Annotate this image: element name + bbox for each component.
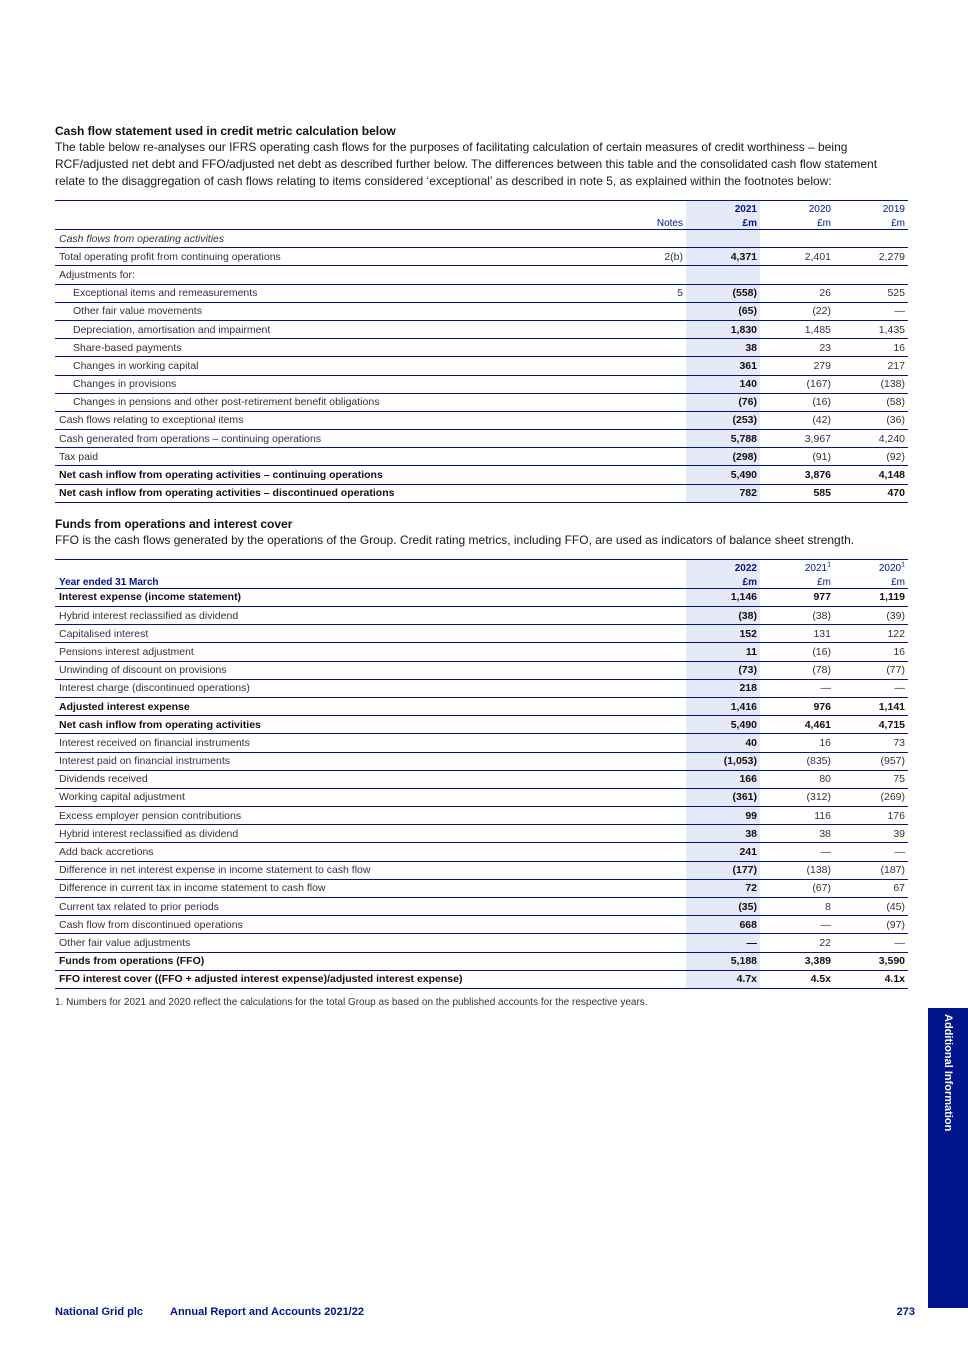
- table-row: [55, 843, 908, 861]
- row-value-prior-2: 67: [834, 879, 908, 897]
- row-notes: [616, 411, 686, 429]
- row-value-prior-1: 8: [760, 898, 834, 916]
- row-value-prior-1: 131: [760, 625, 834, 643]
- row-value-prior-2: (138): [834, 375, 908, 393]
- row-value-prior-2: 3,590: [834, 952, 908, 970]
- row-notes: [616, 266, 686, 284]
- page-number: 273: [896, 1306, 915, 1318]
- row-value-current: 72: [686, 879, 760, 897]
- row-value-current: (38): [686, 607, 760, 625]
- row-value-prior-1: 1,485: [760, 320, 834, 338]
- row-value-current: 668: [686, 916, 760, 934]
- row-value-current: 38: [686, 825, 760, 843]
- row-notes: [616, 320, 686, 338]
- table-row: [55, 466, 908, 484]
- row-label: Changes in pensions and other post-retirement benefit obligations: [55, 393, 616, 411]
- row-notes: [616, 448, 686, 466]
- table-row: [55, 448, 908, 466]
- table-row: [55, 825, 908, 843]
- row-value-prior-2: 4,240: [834, 430, 908, 448]
- row-value-prior-2: (269): [834, 788, 908, 806]
- header-unit-current: £m: [686, 215, 760, 230]
- row-value-prior-1: (22): [760, 302, 834, 320]
- section2-title: Funds from operations and interest cover: [55, 516, 293, 531]
- row-label: Excess employer pension contributions: [55, 807, 686, 825]
- row-label: Exceptional items and remeasurements: [55, 284, 616, 302]
- table-row: [55, 248, 908, 266]
- table-row: [55, 752, 908, 770]
- table-row: [55, 302, 908, 320]
- row-value-prior-1: (38): [760, 607, 834, 625]
- table-row: [55, 266, 908, 284]
- header-year-current: 2021: [686, 201, 760, 216]
- row-value-prior-1: (312): [760, 788, 834, 806]
- row-notes: [616, 339, 686, 357]
- row-label: Working capital adjustment: [55, 788, 686, 806]
- table-row: [55, 861, 908, 879]
- row-value-prior-1: 3,876: [760, 466, 834, 484]
- row-value-current: (558): [686, 284, 760, 302]
- row-label: Hybrid interest reclassified as dividend: [55, 607, 686, 625]
- row-value-prior-2: (97): [834, 916, 908, 934]
- row-value-prior-2: 176: [834, 807, 908, 825]
- row-notes: [616, 484, 686, 502]
- row-value-current: (177): [686, 861, 760, 879]
- table-row: [55, 357, 908, 375]
- row-value-prior-2: 39: [834, 825, 908, 843]
- row-label: Net cash inflow from operating activities – continuing operations: [55, 466, 616, 484]
- table-row: [55, 430, 908, 448]
- ffo-header-unit-current: £m: [686, 574, 760, 589]
- table-row: [55, 661, 908, 679]
- row-value-prior-2: —: [834, 302, 908, 320]
- row-label: FFO interest cover ((FFO + adjusted interest expense)/adjusted interest expense): [55, 970, 686, 988]
- row-value-prior-1: 80: [760, 770, 834, 788]
- table-row: [55, 807, 908, 825]
- table-row: [55, 952, 908, 970]
- table-row: [55, 588, 908, 606]
- row-value-prior-1: 976: [760, 697, 834, 715]
- table-row: [55, 643, 908, 661]
- row-label: Changes in working capital: [55, 357, 616, 375]
- row-label: Capitalised interest: [55, 625, 686, 643]
- row-label: Adjustments for:: [55, 266, 616, 284]
- row-label: Changes in provisions: [55, 375, 616, 393]
- ffo-header-unit-1: £m: [760, 574, 834, 589]
- row-value-current: 1,416: [686, 697, 760, 715]
- row-value-current: 166: [686, 770, 760, 788]
- row-label: Other fair value movements: [55, 302, 616, 320]
- table-row: [55, 788, 908, 806]
- row-notes: [616, 393, 686, 411]
- row-value-prior-1: (167): [760, 375, 834, 393]
- row-value-prior-2: 73: [834, 734, 908, 752]
- row-label: Hybrid interest reclassified as dividend: [55, 825, 686, 843]
- row-value-current: [686, 266, 760, 284]
- row-value-current: (1,053): [686, 752, 760, 770]
- row-label: Depreciation, amortisation and impairment: [55, 320, 616, 338]
- ffo-header-label: Year ended 31 March: [55, 574, 616, 589]
- row-value-prior-2: 4,148: [834, 466, 908, 484]
- row-notes: [616, 430, 686, 448]
- table-row: [55, 607, 908, 625]
- row-value-current: 11: [686, 643, 760, 661]
- row-value-prior-1: (91): [760, 448, 834, 466]
- row-value-prior-2: (187): [834, 861, 908, 879]
- row-notes: [616, 357, 686, 375]
- table-row: [55, 770, 908, 788]
- side-tab: [928, 1008, 968, 1308]
- row-value-current: —: [686, 934, 760, 952]
- row-value-prior-2: —: [834, 679, 908, 697]
- row-value-prior-1: (16): [760, 643, 834, 661]
- row-value-prior-2: (58): [834, 393, 908, 411]
- row-value-prior-2: (957): [834, 752, 908, 770]
- table-row: [55, 375, 908, 393]
- row-value-current: 99: [686, 807, 760, 825]
- table-row: [55, 879, 908, 897]
- row-value-prior-2: 1,119: [834, 588, 908, 606]
- section1-title: Cash flow statement used in credit metric calculation below: [55, 124, 396, 138]
- row-value-current: 38: [686, 339, 760, 357]
- row-value-prior-2: —: [834, 934, 908, 952]
- table-row: [55, 284, 908, 302]
- row-label: Cash flows from operating activities: [55, 230, 616, 248]
- row-label: Cash flow from discontinued operations: [55, 916, 686, 934]
- table-row: [55, 679, 908, 697]
- row-label: Unwinding of discount on provisions: [55, 661, 686, 679]
- footer-report: Annual Report and Accounts 2021/22: [170, 1306, 364, 1318]
- table-row: [55, 339, 908, 357]
- footer-company: National Grid plc: [55, 1306, 144, 1318]
- row-value-prior-1: 2,401: [760, 248, 834, 266]
- ffo-header-year-1: 2021$^1$: [760, 559, 834, 574]
- row-value-prior-2: (36): [834, 411, 908, 429]
- cash-flow-table: [55, 200, 908, 503]
- table-row: [55, 697, 908, 715]
- row-value-current: (253): [686, 411, 760, 429]
- row-value-current: (35): [686, 898, 760, 916]
- row-value-prior-1: 38: [760, 825, 834, 843]
- row-value-prior-1: 3,967: [760, 430, 834, 448]
- row-value-prior-1: 23: [760, 339, 834, 357]
- row-value-prior-1: 3,389: [760, 952, 834, 970]
- table-row: [55, 934, 908, 952]
- table-row: [55, 320, 908, 338]
- row-value-prior-1: (138): [760, 861, 834, 879]
- row-value-prior-2: [834, 266, 908, 284]
- row-label: Interest paid on financial instruments: [55, 752, 686, 770]
- row-label: Adjusted interest expense: [55, 697, 686, 715]
- row-value-prior-2: 525: [834, 284, 908, 302]
- row-value-prior-1: 4.5x: [760, 970, 834, 988]
- header-notes: Notes: [616, 215, 686, 230]
- row-notes: [616, 375, 686, 393]
- row-value-prior-1: (835): [760, 752, 834, 770]
- table-row: [55, 484, 908, 502]
- row-value-current: 782: [686, 484, 760, 502]
- row-value-prior-2: 2,279: [834, 248, 908, 266]
- row-value-prior-1: 16: [760, 734, 834, 752]
- row-notes: [616, 302, 686, 320]
- row-value-prior-1: 585: [760, 484, 834, 502]
- row-value-prior-1: 26: [760, 284, 834, 302]
- row-value-prior-2: —: [834, 843, 908, 861]
- row-value-prior-2: 1,435: [834, 320, 908, 338]
- ffo-header-year-current: 2022: [686, 559, 760, 574]
- row-value-current: (65): [686, 302, 760, 320]
- row-value-prior-2: 1,141: [834, 697, 908, 715]
- row-value-current: 5,490: [686, 716, 760, 734]
- table-row: [55, 898, 908, 916]
- row-value-prior-2: (45): [834, 898, 908, 916]
- table-row: [55, 716, 908, 734]
- table-row: [55, 970, 908, 988]
- ffo-header-unit-2: £m: [834, 574, 908, 589]
- row-value-prior-2: 16: [834, 643, 908, 661]
- row-value-prior-1: 4,461: [760, 716, 834, 734]
- row-value-current: 5,788: [686, 430, 760, 448]
- row-value-prior-2: 75: [834, 770, 908, 788]
- row-value-current: 140: [686, 375, 760, 393]
- row-value-current: 1,830: [686, 320, 760, 338]
- row-label: Interest received on financial instruments: [55, 734, 686, 752]
- row-notes: [616, 230, 686, 248]
- row-value-prior-2: (39): [834, 607, 908, 625]
- row-value-current: (298): [686, 448, 760, 466]
- row-value-prior-1: [760, 230, 834, 248]
- header-year-1: 2020: [760, 201, 834, 216]
- page-content: [55, 124, 908, 1008]
- header-year-2: 2019: [834, 201, 908, 216]
- row-value-prior-1: 279: [760, 357, 834, 375]
- row-value-prior-2: 470: [834, 484, 908, 502]
- row-label: Pensions interest adjustment: [55, 643, 686, 661]
- row-value-current: 4,371: [686, 248, 760, 266]
- row-value-prior-2: 16: [834, 339, 908, 357]
- row-label: Share-based payments: [55, 339, 616, 357]
- row-label: Tax paid: [55, 448, 616, 466]
- row-value-prior-2: 4,715: [834, 716, 908, 734]
- row-label: Interest charge (discontinued operations): [55, 679, 686, 697]
- section1-intro: The table below re-analyses our IFRS operating cash flows for the purposes of facilitating calculation of certain measures of credit worthiness – being RCF/adjusted net debt and FFO/adjusted net debt as described further below. The differences between this table and the consolidated cash flow statement relate to the disaggregation of cash flows relating to items considered ‘exceptional’ as described in note 5, as explained within the footnotes below:: [55, 140, 878, 188]
- row-value-prior-1: —: [760, 679, 834, 697]
- row-value-prior-1: 977: [760, 588, 834, 606]
- row-value-current: 4.7x: [686, 970, 760, 988]
- row-label: Cash generated from operations – continuing operations: [55, 430, 616, 448]
- row-value-prior-1: —: [760, 843, 834, 861]
- row-value-prior-1: (67): [760, 879, 834, 897]
- row-value-prior-2: (77): [834, 661, 908, 679]
- row-label: Net cash inflow from operating activities – discontinued operations: [55, 484, 616, 502]
- row-value-current: 1,146: [686, 588, 760, 606]
- row-value-prior-1: 22: [760, 934, 834, 952]
- row-value-prior-1: (78): [760, 661, 834, 679]
- row-label: Net cash inflow from operating activities: [55, 716, 686, 734]
- side-tab-label: Additional Information: [942, 1014, 954, 1132]
- header-unit-1: £m: [760, 215, 834, 230]
- row-value-prior-2: (92): [834, 448, 908, 466]
- header-unit-2: £m: [834, 215, 908, 230]
- row-value-prior-2: 122: [834, 625, 908, 643]
- footnote: 1. Numbers for 2021 and 2020 reflect the calculations for the total Group as based on the published accounts for the respective years.: [55, 996, 648, 1008]
- row-value-prior-2: 217: [834, 357, 908, 375]
- row-value-prior-1: (42): [760, 411, 834, 429]
- table-row: [55, 411, 908, 429]
- table-row: [55, 393, 908, 411]
- row-value-current: 5,490: [686, 466, 760, 484]
- row-value-prior-1: —: [760, 916, 834, 934]
- row-value-current: 5,188: [686, 952, 760, 970]
- ffo-header-year-2: 2020$^1$: [834, 559, 908, 574]
- row-notes: 5: [616, 284, 686, 302]
- table-row: [55, 230, 908, 248]
- row-notes: 2(b): [616, 248, 686, 266]
- row-label: Difference in current tax in income statement to cash flow: [55, 879, 686, 897]
- section2-intro: FFO is the cash flows generated by the operations of the Group. Credit rating metrics, including FFO, are used as indicators of balance sheet strength.: [55, 532, 855, 547]
- table-row: [55, 916, 908, 934]
- table-row: [55, 625, 908, 643]
- row-value-prior-2: [834, 230, 908, 248]
- row-value-current: 152: [686, 625, 760, 643]
- row-value-current: (73): [686, 661, 760, 679]
- row-notes: [616, 466, 686, 484]
- row-value-current: (361): [686, 788, 760, 806]
- row-value-current: 40: [686, 734, 760, 752]
- ffo-table: [55, 559, 908, 989]
- row-value-prior-1: [760, 266, 834, 284]
- table-row: [55, 734, 908, 752]
- row-value-current: 241: [686, 843, 760, 861]
- row-label: Difference in net interest expense in income statement to cash flow: [55, 861, 686, 879]
- row-label: Total operating profit from continuing operations: [55, 248, 616, 266]
- row-label: Current tax related to prior periods: [55, 898, 686, 916]
- row-label: Other fair value adjustments: [55, 934, 686, 952]
- row-label: Dividends received: [55, 770, 686, 788]
- row-label: Interest expense (income statement): [55, 588, 686, 606]
- row-value-current: 361: [686, 357, 760, 375]
- row-label: Funds from operations (FFO): [55, 952, 686, 970]
- row-value-prior-1: (16): [760, 393, 834, 411]
- row-label: Cash flows relating to exceptional items: [55, 411, 616, 429]
- row-value-current: (76): [686, 393, 760, 411]
- row-label: Add back accretions: [55, 843, 686, 861]
- row-value-prior-1: 116: [760, 807, 834, 825]
- row-value-current: [686, 230, 760, 248]
- row-value-prior-2: 4.1x: [834, 970, 908, 988]
- row-value-current: 218: [686, 679, 760, 697]
